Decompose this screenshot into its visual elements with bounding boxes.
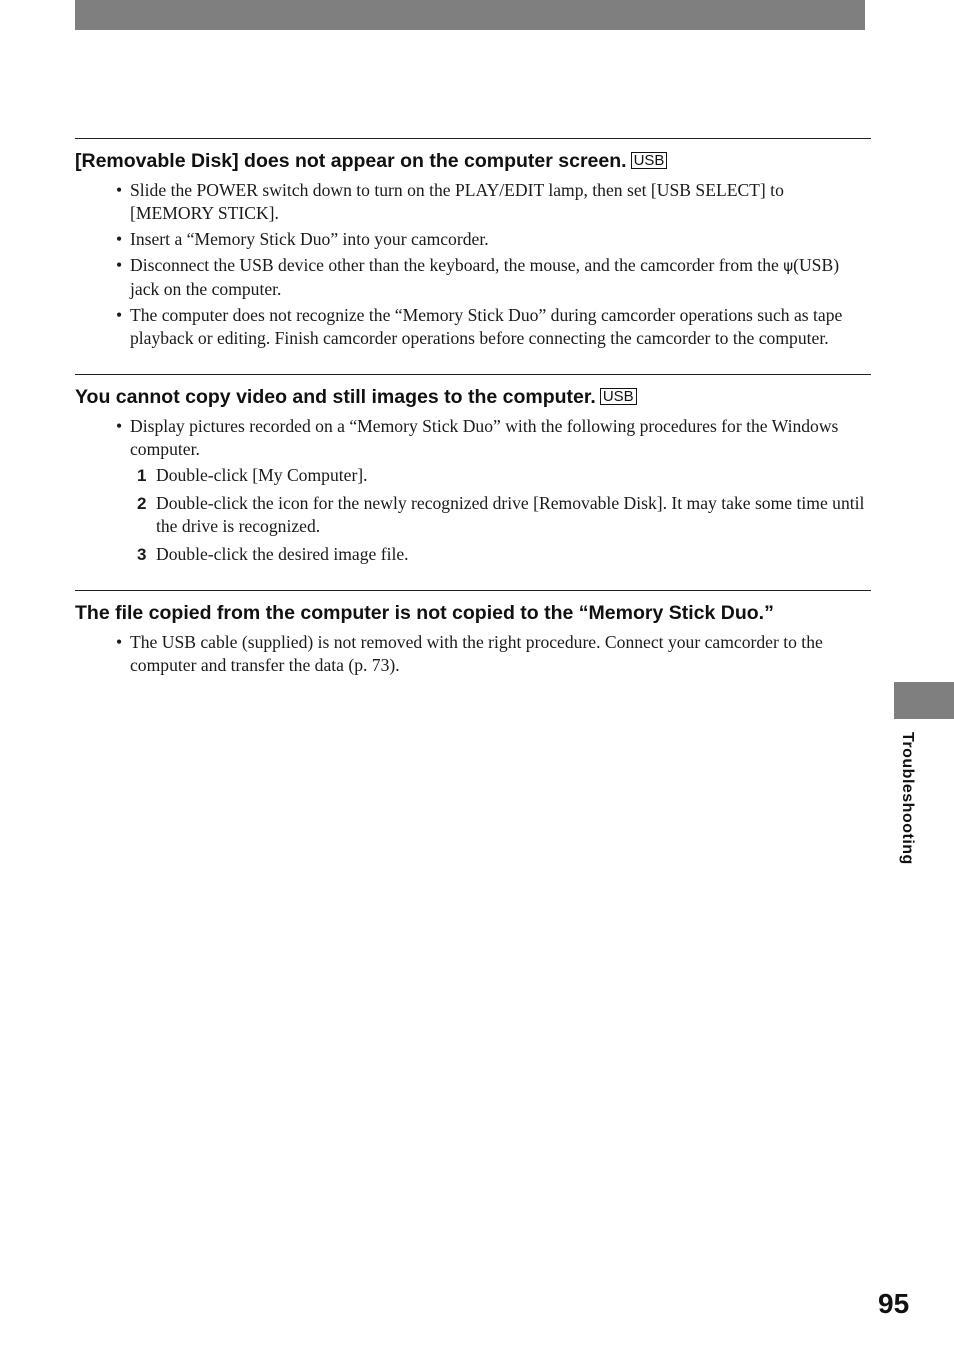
step-item: 3 Double-click the desired image file. [137, 544, 409, 564]
header-bar [75, 0, 865, 30]
bullet-list [75, 415, 871, 461]
list-item: • Disconnect the USB device other than the keyboard, the mouse, and the camcorder from the ψ(USB) jack on the computer. [116, 255, 840, 299]
side-tab-marker [894, 682, 954, 719]
list-item: • Insert a “Memory Stick Duo” into your camcorder. [116, 229, 489, 249]
usb-icon: ψ [783, 257, 794, 275]
step-item: 1 Double-click [My Computer]. [137, 465, 368, 485]
section-heading: The file copied from the computer is not copied to the “Memory Stick Duo.” [75, 602, 774, 624]
list-item: • Display pictures recorded on a “Memory Stick Duo” with the following procedures for the Windows computer. [116, 416, 839, 459]
usb-badge: USB [631, 152, 668, 169]
step-list [75, 464, 871, 566]
page-content [75, 138, 871, 701]
side-tab-label: Troubleshooting [899, 732, 916, 865]
section-heading: You cannot copy video and still images to the computer. USB [75, 385, 871, 409]
section-file-not-copied [75, 590, 871, 677]
section-heading: [Removable Disk] does not appear on the computer screen. USB [75, 149, 871, 173]
bullet-list [75, 179, 871, 350]
page-number: 95 [878, 1288, 910, 1319]
list-item: • The USB cable (supplied) is not removed with the right procedure. Connect your camcorder to the computer and transfer the data (p. 73). [116, 632, 823, 675]
list-item: • Slide the POWER switch down to turn on the PLAY/EDIT lamp, then set [USB SELECT] to [MEMORY STICK]. [116, 180, 784, 223]
usb-badge: USB [600, 388, 637, 405]
list-item: • The computer does not recognize the “Memory Stick Duo” during camcorder operations such as tape playback or editing. Finish camcorder operations before connecting the camcorder to the computer. [116, 305, 843, 348]
section-removable-disk [75, 138, 871, 350]
bullet-list [75, 631, 871, 677]
step-item: 2 Double-click the icon for the newly recognized drive [Removable Disk]. It may take some time until the drive is recognized. [137, 493, 865, 536]
section-cannot-copy [75, 374, 871, 566]
